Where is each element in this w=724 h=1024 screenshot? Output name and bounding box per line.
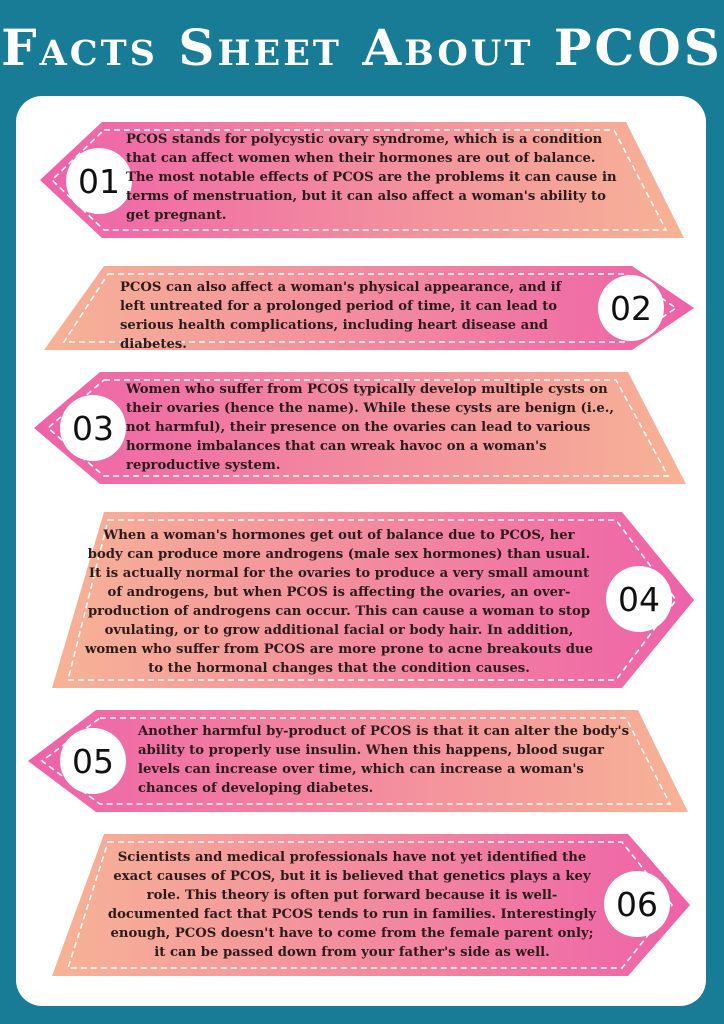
fact-banner-03 (0, 368, 724, 488)
fact-banner-04 (0, 508, 724, 692)
fact-number-badge: 03 (60, 395, 126, 461)
fact-text: Another harmful by-product of PCOS is that it can alter the body's ability to properly use insulin. When this happens, blood sugar levels can increase over time, which can increase a woman's chances of developing diabetes. (138, 724, 630, 796)
fact-text: Women who suffer from PCOS typically develop multiple cysts on their ovaries (hence the name). While these cysts are benign (i.e., not harmful), their presence on the ovaries can lead to various hormone imbalances that can wreak havoc on a woman's reproductive system. (126, 382, 614, 473)
fact-text: When a woman's hormones get out of balance due to PCOS, her body can produce more androgens (male sex hormones) than usual. It is actually normal for the ovaries to produce a very small amount of androgens, but when PCOS is affecting the ovaries, an over-production of androgens can occur. This can cause a woman to stop ovulating, or to grow additional facial or body hair. In addition, women who suffer from PCOS are more prone to acne breakouts due to the hormonal changes that the condition causes. (85, 528, 593, 676)
fact-text: PCOS can also affect a woman's physical appearance, and if left untreated for a prolonged period of time, it can lead to serious health complications, including heart disease and diabetes. (120, 280, 562, 352)
fact-text: PCOS stands for polycystic ovary syndrome, which is a condition that can affect women when their hormones are out of balance. The most notable effects of PCOS are the problems it can cause in terms of menstruation, but it can also affect a woman's ability to get pregnant. (126, 132, 617, 223)
fact-text: Scientists and medical professionals have not yet identified the exact causes of PCOS, but it is believed that genetics plays a key role. This theory is often put forward because it is well-documented fact that PCOS tends to run in families. Interestingly enough, PCOS doesn't have to come from the female parent only; it can be passed down from your father's side as well. (107, 850, 597, 960)
fact-number-badge: 05 (60, 728, 126, 794)
fact-number-badge: 01 (66, 148, 132, 214)
fact-number-badge: 04 (606, 566, 672, 632)
fact-number-badge: 06 (604, 871, 670, 937)
fact-number-badge: 02 (598, 275, 664, 341)
fact-banner-02 (0, 262, 724, 354)
page-title: Facts Sheet About PCOS (1, 18, 723, 77)
fact-banner-06 (0, 830, 724, 980)
fact-banner-01 (0, 114, 724, 246)
fact-banner-05 (0, 706, 724, 816)
